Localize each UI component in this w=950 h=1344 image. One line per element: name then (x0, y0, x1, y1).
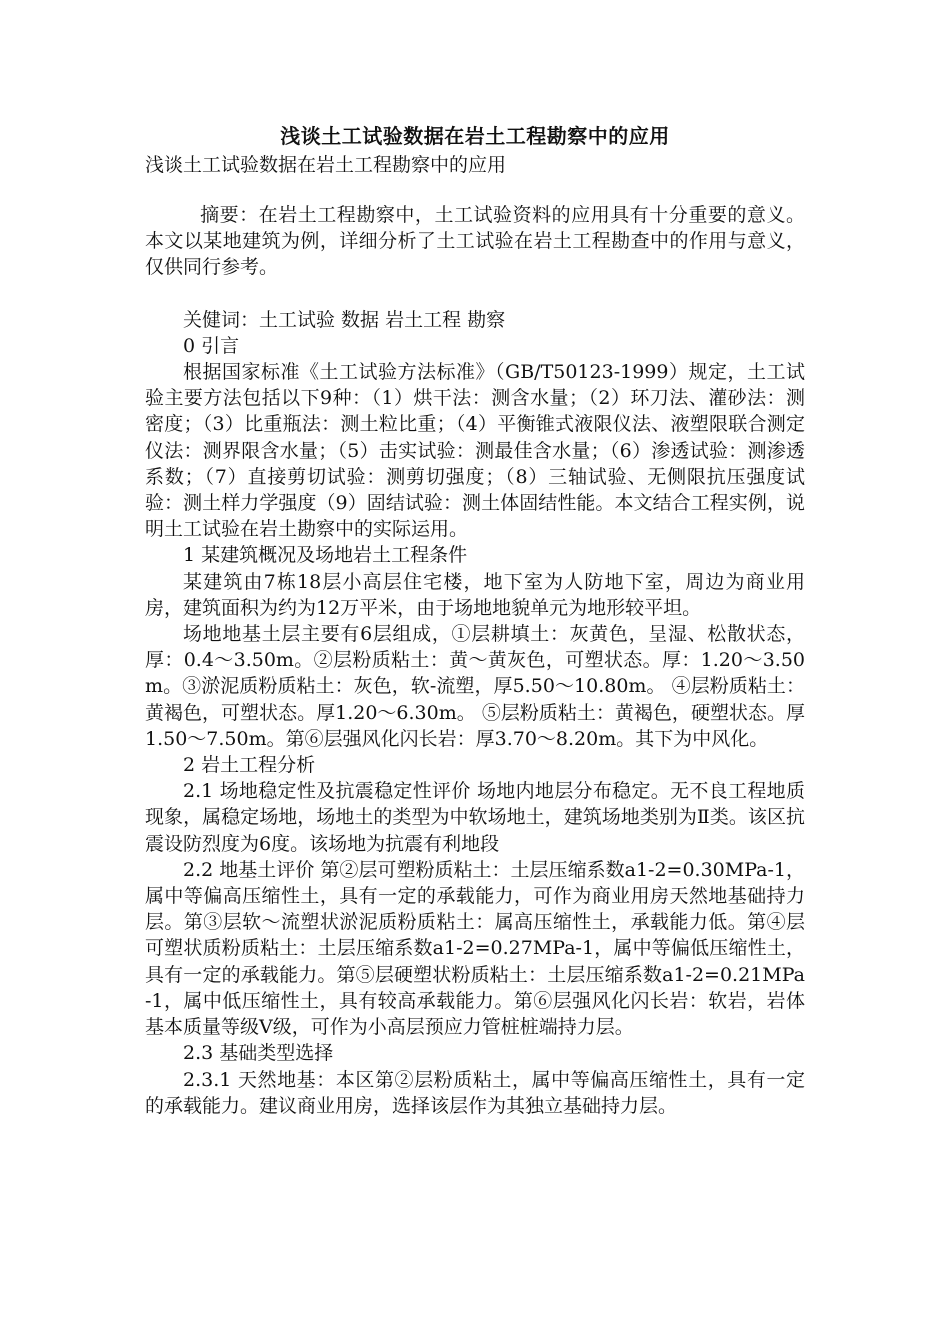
section-heading-intro: 0 引言 (183, 334, 240, 357)
keywords: 关健词：土工试验 数据 岩土工程 勘察 (183, 308, 506, 331)
paragraph-building-overview: 某建筑由7栋18层小高层住宅楼，地下室为人防地下室，周边为商业用房，建筑面积为约为12万平米，由于场地地貌单元为地形较平坦。 (145, 570, 805, 619)
paragraph-natural-foundation: 2.3.1 天然地基：本区第②层粉质粘土，属中等偏高压缩性土，具有一定的承载能力。建议商业用房，选择该层作为其独立基础持力层。 (145, 1068, 805, 1117)
paragraph-site-stability: 2.1 场地稳定性及抗震稳定性评价 场地内地层分布稳定。无不良工程地质现象，属稳定场地，场地土的类型为中软场地土，建筑场地类别为Ⅱ类。该区抗震设防烈度为6度。该场地为抗震有利地段 (145, 780, 805, 855)
paragraph-soil-layers: 场地地基土层主要有6层组成，①层耕填土：灰黄色，呈湿、松散状态，厚：0.4～3.50m。②层粉质粘土：黄～黄灰色，可塑状态。厚：1.20～3.50m。③淤泥质粉质粘土：灰色，软-流塑，厚5.50～10.80m。 ④层粉质粘土：黄褐色，可塑状态。厚1.20～6.30m。 ⑤层粉质粘土：黄褐色，硬塑状态。厚1.50～7.50m。第⑥层强风化闪长岩：厚3.70～8.20m。其下为中风化。 (145, 623, 805, 750)
document-subtitle: 浅谈土工试验数据在岩土工程勘察中的应用 (145, 154, 507, 176)
document-body (145, 122, 805, 1119)
paragraph-test-methods: 根据国家标准《土工试验方法标准》（GB/T50123-1999）规定，土工试验主要方法包括以下9种：（1）烘干法：测含水量；（2）环刀法、灌砂法：测密度；（3）比重瓶法：测土粒比重；（4）平衡锥式液限仪法、液塑限联合测定仪法：测界限含水量；（5）击实试验：测最佳含水量；（6）渗透试验：测渗透系数；（7）直接剪切试验：测剪切强度；（8）三轴试验、无侧限抗压强度试验：测土样力学强度（9）固结试验：测土体固结性能。本文结合工程实例，说明土工试验在岩土勘察中的实际运用。 (145, 361, 805, 541)
section-heading-foundation-type: 2.3 基础类型选择 (183, 1042, 334, 1065)
paragraph-foundation-soil: 2.2 地基土评价 第②层可塑粉质粘土：土层压缩系数a1-2=0.30MPa-1，属中等偏高压缩性土，具有一定的承载能力，可作为商业用房天然地基础持力层。第③层软～流塑状淤泥质粉质粘土：属高压缩性土，承载能力低。第④层可塑状质粉质粘土：土层压缩系数a1-2=0.27MPa-1，属中等偏低压缩性土，具有一定的承载能力。第⑤层硬塑状粉质粘土：土层压缩系数a1-2=0.21MPa-1，属中低压缩性土，具有较高承载能力。第⑥层强风化闪长岩：软岩，岩体基本质量等级Ⅴ级，可作为小高层预应力管桩桩端持力层。 (145, 858, 805, 1039)
section-heading-analysis: 2 岩土工程分析 (183, 754, 316, 777)
abstract: 摘要：在岩土工程勘察中，土工试验资料的应用具有十分重要的意义。本文以某地建筑为例，详细分析了土工试验在岩土工程勘查中的作用与意义，仅供同行参考。 (145, 204, 805, 279)
document-title: 浅谈土工试验数据在岩土工程勘察中的应用 (280, 124, 670, 148)
section-heading-overview: 1 某建筑概况及场地岩土工程条件 (183, 544, 468, 567)
